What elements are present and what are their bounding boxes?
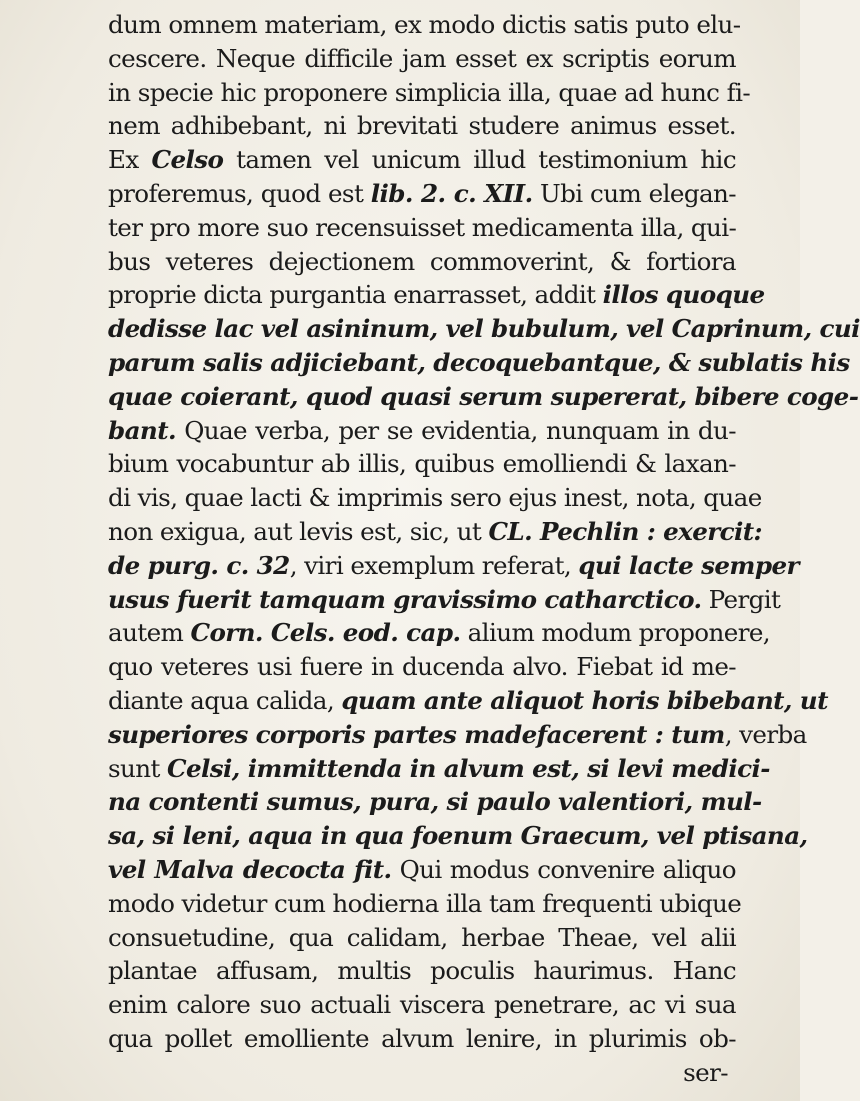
- text-line: [108, 853, 736, 887]
- italic-text: dedisse lac vel asininum, vel bubulum, vel Caprinum, cui: [108, 314, 860, 344]
- text-line: [108, 312, 860, 346]
- italic-text: usus fuerit tamquam gravissimo catharctico.: [108, 584, 702, 614]
- roman-text: plantae affusam, multis poculis haurimus. Hanc: [108, 956, 736, 986]
- roman-text: quo veteres usi fuere in ducenda alvo. Fiebat id me-: [108, 652, 736, 682]
- text-line: [108, 684, 828, 718]
- text-line: [108, 346, 850, 380]
- text-line: [108, 515, 763, 549]
- roman-text: ter pro more suo recensuisset medicamenta illa, qui-: [108, 212, 737, 242]
- roman-text: enim calore suo actuali viscera penetrare, ac vi sua: [108, 990, 736, 1020]
- roman-text: di vis, quae lacti & imprimis sero ejus inest, nota, quae: [108, 483, 762, 513]
- text-line: [108, 8, 741, 42]
- roman-text: Ex: [108, 145, 152, 175]
- text-line: [108, 211, 736, 245]
- roman-text: bus veteres dejectionem commoverint, & fortiora: [108, 246, 736, 276]
- text-line: [108, 988, 736, 1022]
- body-text: [108, 8, 860, 1090]
- roman-text: qua pollet emolliente alvum lenire, in plurimis ob-: [108, 1023, 736, 1053]
- text-line: [108, 549, 799, 583]
- text-line: [108, 616, 771, 650]
- italic-text: Celso: [151, 145, 224, 175]
- text-line: [108, 921, 736, 955]
- italic-text: sa, si leni, aqua in qua foenum Graecum, vel ptisana,: [108, 821, 808, 851]
- italic-text: CL. Pechlin : exercit:: [488, 516, 763, 546]
- roman-text: proprie dicta purgantia enarrasset, addit: [108, 280, 603, 310]
- roman-text: autem: [108, 618, 191, 648]
- italic-text: de purg. c. 32: [108, 550, 290, 580]
- text-line: [108, 752, 770, 786]
- italic-text: Corn. Cels. eod. cap.: [190, 618, 461, 648]
- italic-text: quam ante aliquot horis bibebant, ut: [341, 685, 828, 715]
- roman-text: , verba: [724, 719, 807, 749]
- italic-text: Celsi, immittenda in alvum est, si levi medici-: [167, 753, 770, 783]
- text-line: [108, 177, 736, 211]
- italic-text: na contenti sumus, pura, si paulo valentiori, mul-: [108, 787, 762, 817]
- roman-text: ser-: [683, 1057, 728, 1087]
- text-line: [108, 278, 765, 312]
- catchword: [108, 1056, 736, 1090]
- text-line: [108, 718, 807, 752]
- italic-text: superiores corporis partes madefacerent : tum: [108, 719, 725, 749]
- italic-text: quae coierant, quod quasi serum supererat, bibere coge-: [108, 381, 859, 411]
- text-line: [108, 583, 781, 617]
- text-line: [108, 650, 736, 684]
- roman-text: Ubi cum elegan-: [532, 178, 737, 208]
- italic-text: parum salis adjiciebant, decoquebantque, & sublatis his: [108, 347, 850, 377]
- roman-text: tamen vel unicum illud testimonium hic: [223, 145, 736, 175]
- text-line: [108, 143, 736, 177]
- roman-text: alium modum proponere,: [460, 618, 771, 648]
- italic-text: lib. 2. c. XII.: [370, 178, 533, 208]
- text-line: [108, 785, 762, 819]
- text-line: [108, 447, 736, 481]
- text-line: [108, 245, 736, 279]
- roman-text: Qui modus convenire aliquo: [391, 854, 736, 884]
- roman-text: non exigua, aut levis est, sic, ut: [108, 516, 489, 546]
- roman-text: bium vocabuntur ab illis, quibus emolliendi & laxan-: [108, 449, 736, 479]
- text-line: [108, 954, 736, 988]
- roman-text: , viri exemplum referat,: [289, 550, 579, 580]
- roman-text: cescere. Neque difficile jam esset ex scriptis eorum: [108, 43, 736, 73]
- roman-text: Pergit: [701, 584, 781, 614]
- italic-text: qui lacte semper: [578, 550, 799, 580]
- italic-text: vel Malva decocta fit.: [108, 854, 392, 884]
- text-line: [108, 42, 736, 76]
- roman-text: modo videtur cum hodierna illa tam frequenti ubique: [108, 888, 742, 918]
- roman-text: proferemus, quod est: [108, 178, 371, 208]
- text-line: [108, 819, 808, 853]
- text-line: [108, 481, 762, 515]
- text-line: [108, 887, 742, 921]
- text-line: [108, 109, 736, 143]
- text-line: [108, 380, 859, 414]
- text-line: [108, 76, 751, 110]
- roman-text: Quae verba, per se evidentia, nunquam in du-: [175, 415, 736, 445]
- text-line: [108, 1022, 736, 1056]
- italic-text: bant.: [108, 415, 176, 445]
- roman-text: sunt: [108, 753, 168, 783]
- roman-text: in specie hic proponere simplicia illa, quae ad hunc fi-: [108, 77, 751, 107]
- roman-text: consuetudine, qua calidam, herbae Theae, vel alii: [108, 922, 736, 952]
- roman-text: nem adhibebant, ni brevitati studere animus esset.: [108, 111, 736, 141]
- text-line: [108, 414, 736, 448]
- roman-text: diante aqua calida,: [108, 685, 342, 715]
- italic-text: illos quoque: [602, 280, 765, 310]
- roman-text: dum omnem materiam, ex modo dictis satis puto elu-: [108, 10, 741, 39]
